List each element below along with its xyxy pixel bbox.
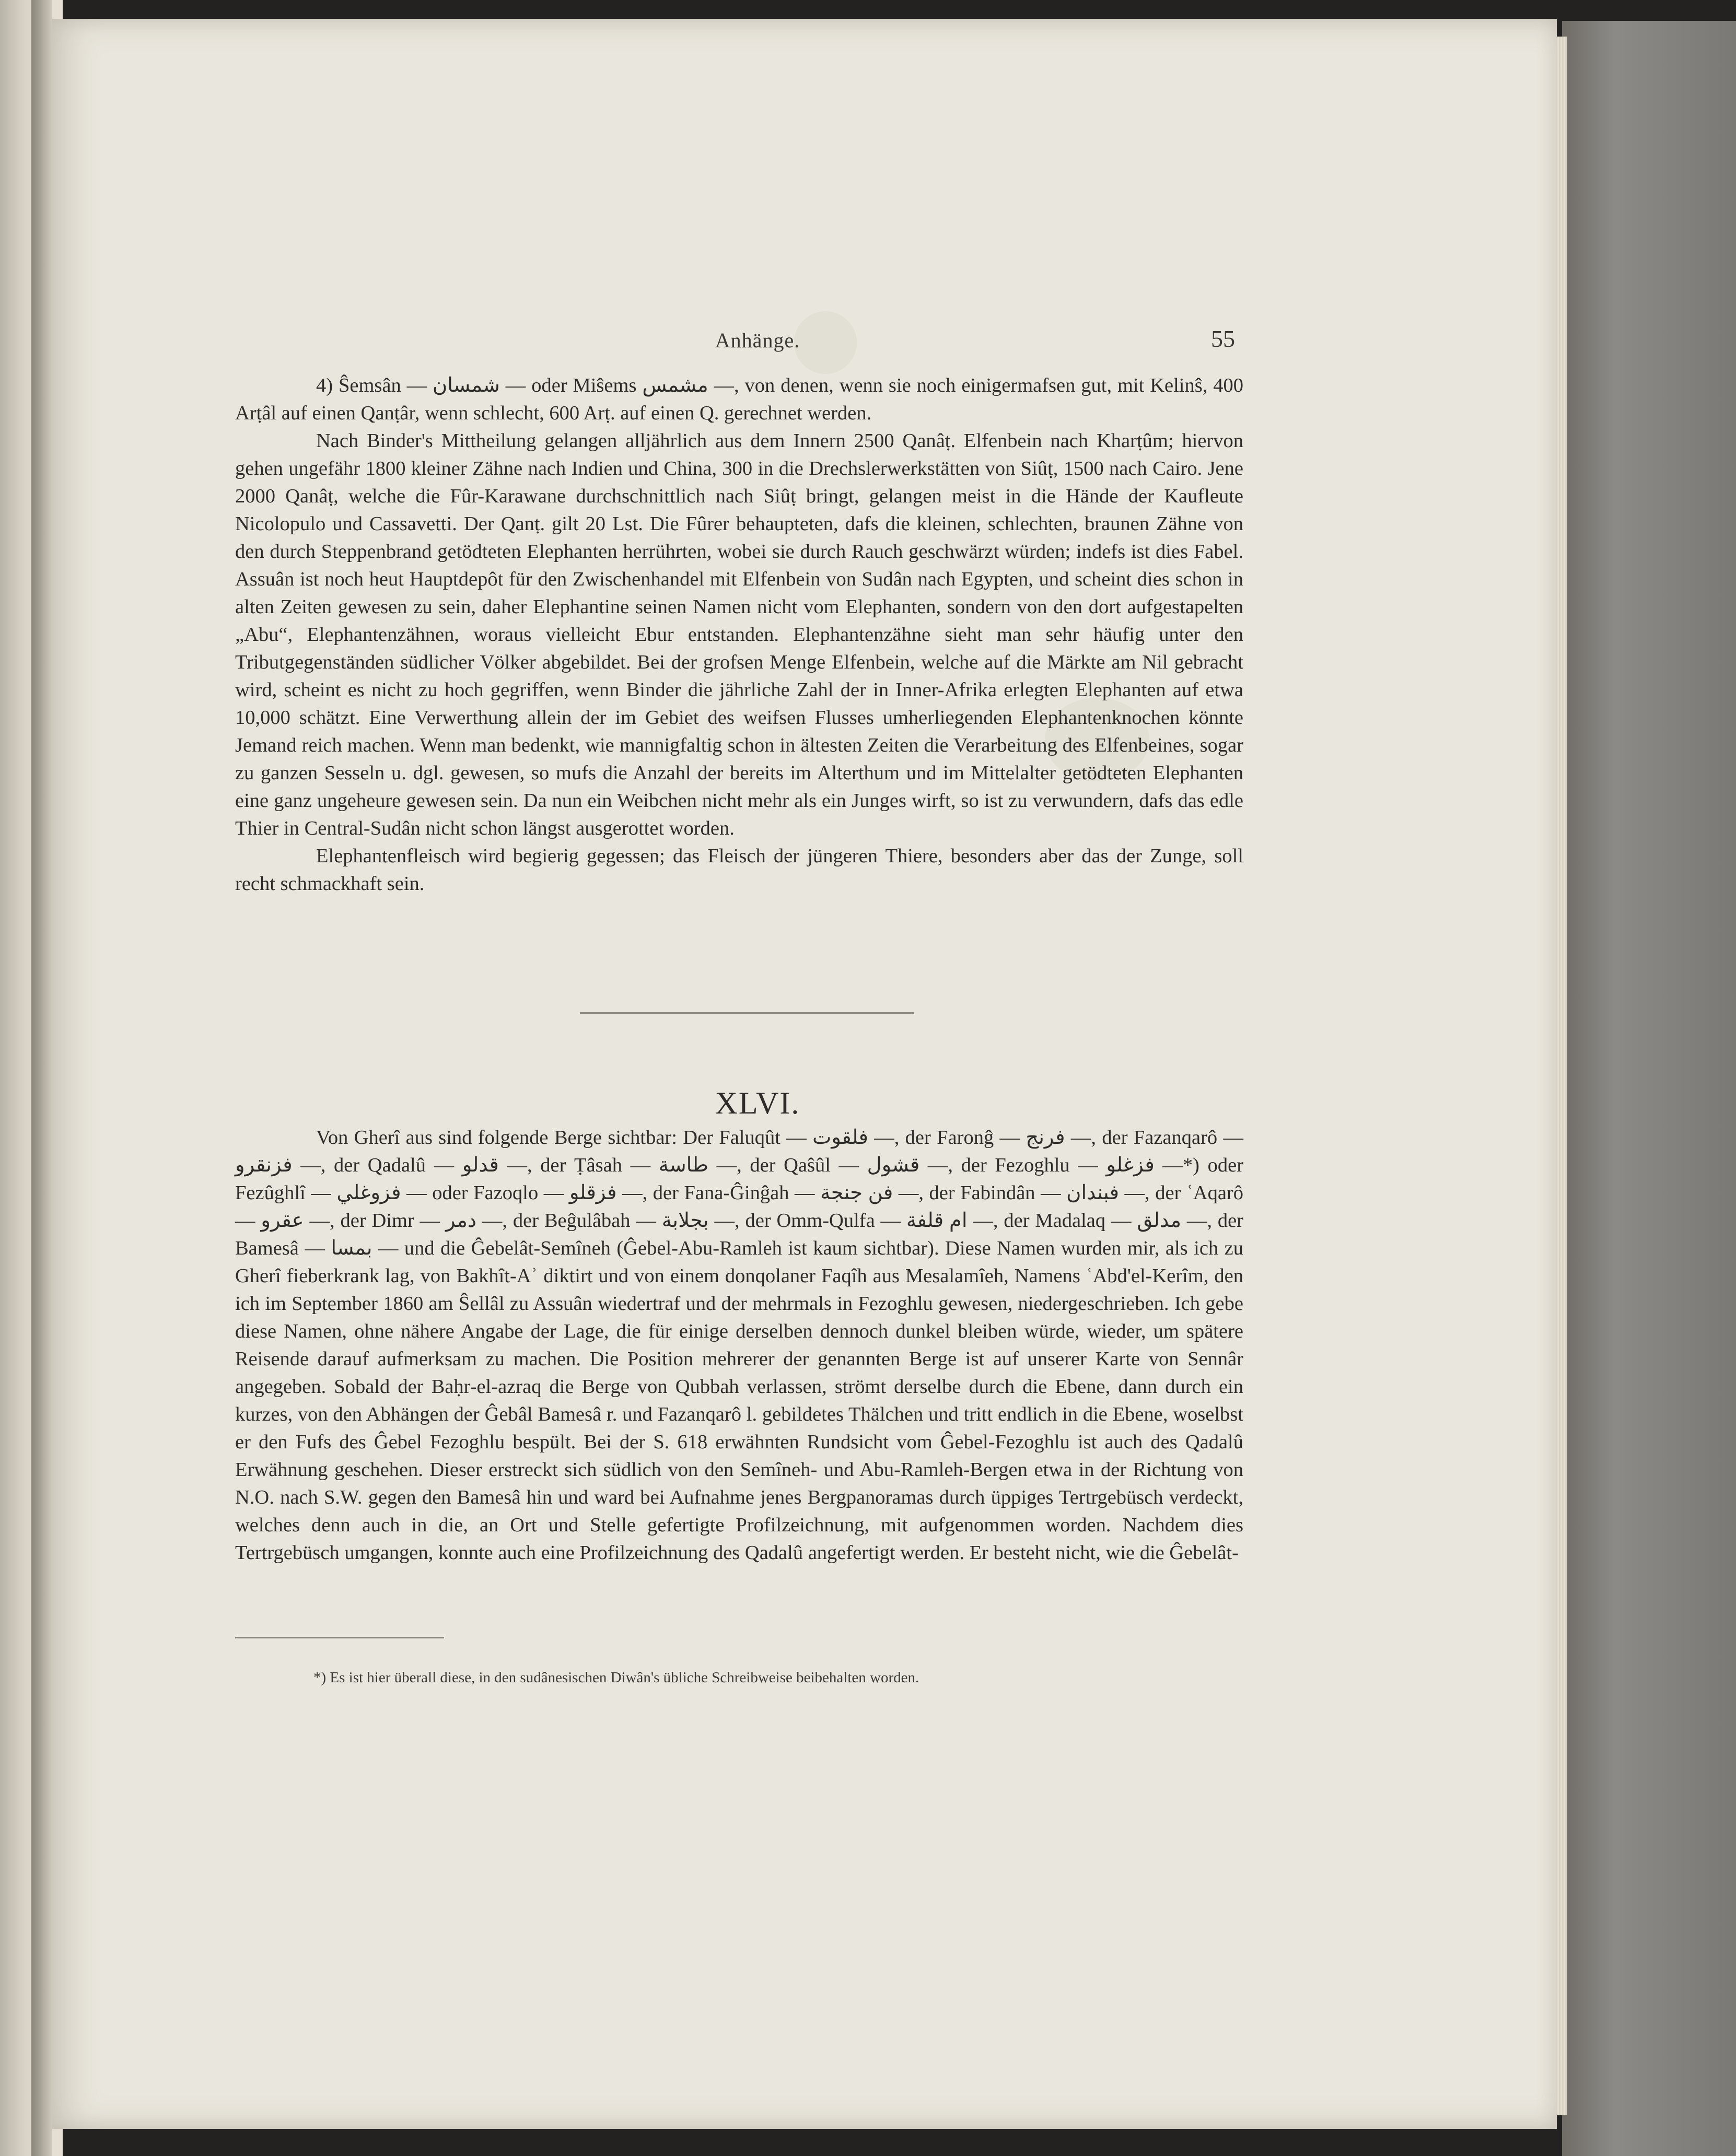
footnote-rule (235, 1637, 444, 1638)
section-title: XLVI. (715, 1086, 800, 1120)
book-gutter (31, 0, 52, 2156)
book-cover (1562, 21, 1736, 2156)
paragraph: Elephantenfleisch wird begierig gegessen; das Fleisch der jüngeren Thiere, besonders aber das der Zunge, soll recht schmackhaft sein. (235, 845, 1243, 895)
appendix-continued-text (235, 372, 1243, 898)
running-head: Anhänge. (715, 329, 800, 352)
paragraph: Von Gherî aus sind folgende Berge sichtbar: Der Faluqût — فلقوت —, der Faronĝ — فرنج —, der Fazanqarô — فزنقرو —, der Qadalû — قدلو —, der Ṭâsah — طاسة —, der Qaŝûl — قشول —, der Fezoghlu — فزغلو —*) oder Fezûghlî — فزوغلي — oder Fazoqlo — فزقلو —, der Fana-Ĝinĝah — فن جنجة —, der Fabindân — فبندان —, der ʿAqarô — عقرو —, der Dimr — دمر —, der Beĝulâbah — بجلابة —, der Omm-Qulfa — ام قلفة —, der Madalaq — مدلق —, der Bamesâ — بمسا — und die Ĝebelât-Semîneh (Ĝebel-Abu-Ramleh ist kaum sichtbar). Diese Namen wurden mir, als ich zu Gherî fieberkrank lag, von Bakhît-Aʾ diktirt und von einem donqolaner Faqîh aus Mesalamîeh, Namens ʿAbd'el-Kerîm, den ich im September 1860 am Ŝellâl zu Assuân wiedertraf und der mehrmals in Fezoghlu gewesen, niedergeschrieben. Ich gebe diese Namen, ohne nähere Angabe der Lage, die für einige derselben dennoch dunkel bleiben würde, wieder, um spätere Reisende darauf aufmerksam zu machen. Die Position mehrerer der genannten Berge ist auf unserer Karte von Sennâr angegeben. Sobald der Baḥr-el-azraq die Berge von Qubbah verlassen, strömt derselbe durch die Ebene, dann durch ein kurzes, von den Abhängen der Ĝebâl Bamesâ r. und Fazanqarô l. gebildetes Thälchen und tritt endlich in die Ebene, woselbst er den Fufs des Ĝebel Fezoghlu bespült. Bei der S. 618 erwähnten Rundsicht vom Ĝebel-Fezoghlu ist auch des Qadalû Erwähnung geschehen. Dieser erstreckt sich südlich von den Semîneh- und Abu-Ramleh-Bergen etwa in der Richtung von N.O. nach S.W. gegen den Bamesâ hin und ward bei Aufnahme jenes Bergpanoramas durch üppiges Tertrgebüsch verdeckt, welches denn auch in die, an Ort und Stelle gefertigte Profilzeichnung, mit aufgenommen worden. Nachdem dies Tertrgebüsch umgangen, konnte auch eine Profilzeichnung des Qadalû angefertigt werden. Er besteht nicht, wie die Ĝebelât- (235, 1127, 1244, 1564)
footnote: *) Es ist hier überall diese, in den sudânesischen Diwân's übliche Schreibweise beibehalten worden. (313, 1669, 919, 1686)
paragraph: Nach Binder's Mittheilung gelangen alljährlich aus dem Innern 2500 Qanâṭ. Elfenbein nach Kharṭûm; hiervon gehen ungefähr 1800 kleiner Zähne nach Indien und China, 300 in die Drechslerwerkstätten von Siûṭ, 1500 nach Cairo. Jene 2000 Qanâṭ, welche die Fûr-Karawane durchschnittlich nach Siûṭ bringt, gelangen meist in die Hände der Kaufleute Nicolopulo und Cassavetti. Der Qanṭ. gilt 20 Lst. Die Fûrer behaupteten, dafs die kleinen, schlechten, braunen Zähne von den durch Steppenbrand getödteten Elephanten herrührten, wobei sie durch Rauch geschwärzt würden; indefs ist dies Fabel. Assuân ist noch heut Hauptdepôt für den Zwischenhandel mit Elfenbein von Sudân nach Egypten, und scheint dies schon in alten Zeiten gewesen zu sein, daher Elephantine seinen Namen nicht vom Elephanten, sondern von den dort aufgestapelten „Abu“, Elephantenzähnen, woraus vielleicht Ebur entstanden. Elephantenzähne sieht man sehr häufig unter den Tributgegenständen südlicher Völker abgebildet. Bei der grofsen Menge Elfenbein, welche auf die Märkte am Nil gebracht wird, scheint es nicht zu hoch gegriffen, wenn Binder die jährliche Zahl der in Inner-Afrika erlegten Elephanten auf etwa 10,000 schätzt. Eine Verwerthung allein der im Gebiet des weifsen Flusses umherliegenden Elephantenknochen könnte Jemand reich machen. Wenn man bedenkt, wie mannigfaltig schon in ältesten Zeiten die Verarbeitung des Elfenbeines, sogar zu ganzen Sesseln u. dgl. gewesen, so mufs die Anzahl der bereits im Alterthum und im Mittelalter getödteten Elephanten eine ganz ungeheure gewesen sein. Da nun ein Weibchen nicht mehr als ein Junges wirft, so ist zu verwundern, dafs das edle Thier in Central-Sudân nicht schon längst ausgerottet worden. (235, 430, 1243, 839)
page-number: 55 (1211, 325, 1235, 352)
paragraph: 4) Ŝemsân — شمسان — oder Miŝems مشمس —, von denen, wenn sie noch einigermafsen gut, mit Kelinŝ, 400 Arṭâl auf einen Qanṭâr, wenn schlecht, 600 Arṭ. auf einen Q. gerechnet werden. (235, 374, 1244, 424)
section-divider (580, 1012, 914, 1014)
section-xlvi-text (235, 1124, 1243, 1567)
